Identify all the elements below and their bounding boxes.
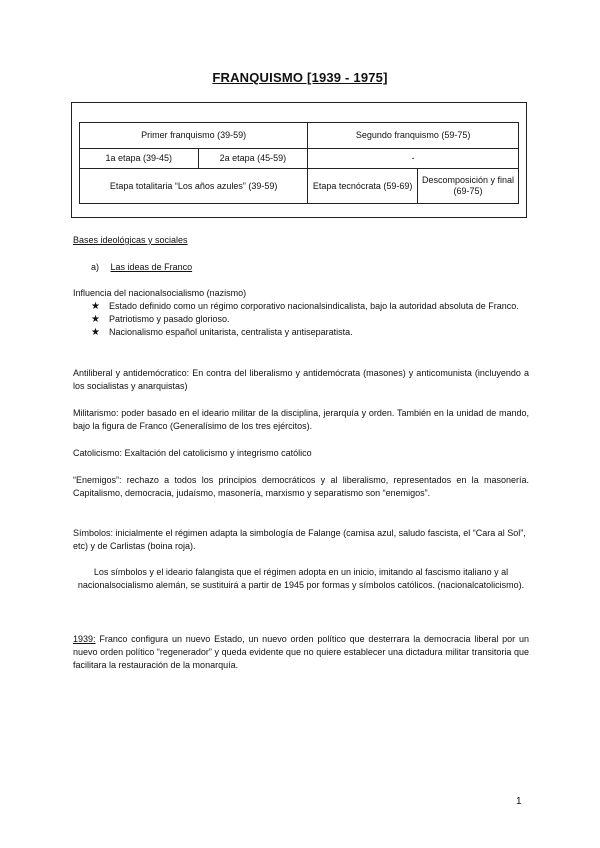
star-icon: ★ [91, 314, 100, 325]
simbolos-paragraph: Símbolos: inicialmente el régimen adapta la simbología de Falange (camisa azul, saludo fascista, el “Cara al Sol”, etc) y de Carlistas (boina roja). [73, 528, 526, 551]
dash-cell: - [308, 149, 519, 169]
page-title: FRANQUISMO [1939 - 1975] [212, 70, 388, 85]
primer-franquismo-cell: Primer franquismo (39-59) [80, 123, 308, 149]
list-item: ★ Patriotismo y pasado glorioso. [91, 314, 230, 325]
enemigos-paragraph: “Enemigos”: rechazo a todos los principios democráticos y al liberalismo, representados en la masonería. Capitalismo, democracia, judaísmo, masonería, marxismo y separatismo son “enemigos”. [73, 475, 529, 498]
franco-paragraph [73, 633, 529, 672]
antiliberal-paragraph: Antiliberal y antidemócratico: En contra del liberalismo y antidemócrata (masones) y anticomunista (incluyendo a los socialistas y anarquistas) [73, 368, 529, 391]
ideas-label: Las ideas de Franco [110, 262, 193, 272]
influencia-heading: Influencia del nacionalsocialismo (nazismo) [73, 288, 247, 298]
bases-heading: Bases ideológicas y sociales [73, 235, 188, 245]
totalitaria-cell: Etapa totalitaria “Los años azules” (39-59) [80, 169, 308, 204]
ideas-item [91, 261, 192, 274]
page-number: 1 [516, 796, 522, 807]
tecnocrata-cell: Etapa tecnócrata (59-69) [308, 169, 418, 204]
militarismo-paragraph: Militarismo: poder basado en el ideario militar de la disciplina, jerarquía y orden. También en la unidad de mando, bajo la figura de Franco (Generalísimo de los tres ejércitos). [73, 408, 529, 431]
influencia-list [91, 300, 529, 339]
influencia-section [73, 287, 529, 339]
list-item: ★ Estado definido como un régimo corporativo nacionalsindicalista, bajo la autoridad absoluta de Franco. [91, 301, 519, 312]
list-item: ★ Nacionalismo español unitarista, centralista y antiseparatista. [91, 327, 353, 338]
catolicismo-paragraph: Catolicismo: Exaltación del catolicismo y integrismo católico [73, 448, 312, 458]
periods-table [79, 122, 519, 204]
franco-text: Franco configura un nuevo Estado, un nuevo orden político que desterrara la democracia liberal por un nuevo orden político “regenerador” y queda evidente que no quiere establecer una dictadura militar transitoria que facilitara la restauración de la monarquía. [73, 634, 529, 670]
descomposicion-cell: Descomposición y final (69-75) [418, 169, 519, 204]
star-icon: ★ [91, 301, 100, 312]
ideas-marker: a) [91, 262, 100, 272]
segundo-franquismo-cell: Segundo franquismo (59-75) [308, 123, 519, 149]
year-label: 1939: [73, 634, 96, 644]
etapa1-cell: 1a etapa (39-45) [80, 149, 199, 169]
simbolos-center-paragraph: Los símbolos y el ideario falangista que el régimen adopta en un inicio, imitando al fascismo italiano y al nacionalsocialismo alemán, se sustituirá a partir de 1945 por formas y símbolos católicos. (nacionalcatolicismo). [77, 567, 525, 590]
star-icon: ★ [91, 327, 100, 338]
etapa2-cell: 2a etapa (45-59) [198, 149, 308, 169]
